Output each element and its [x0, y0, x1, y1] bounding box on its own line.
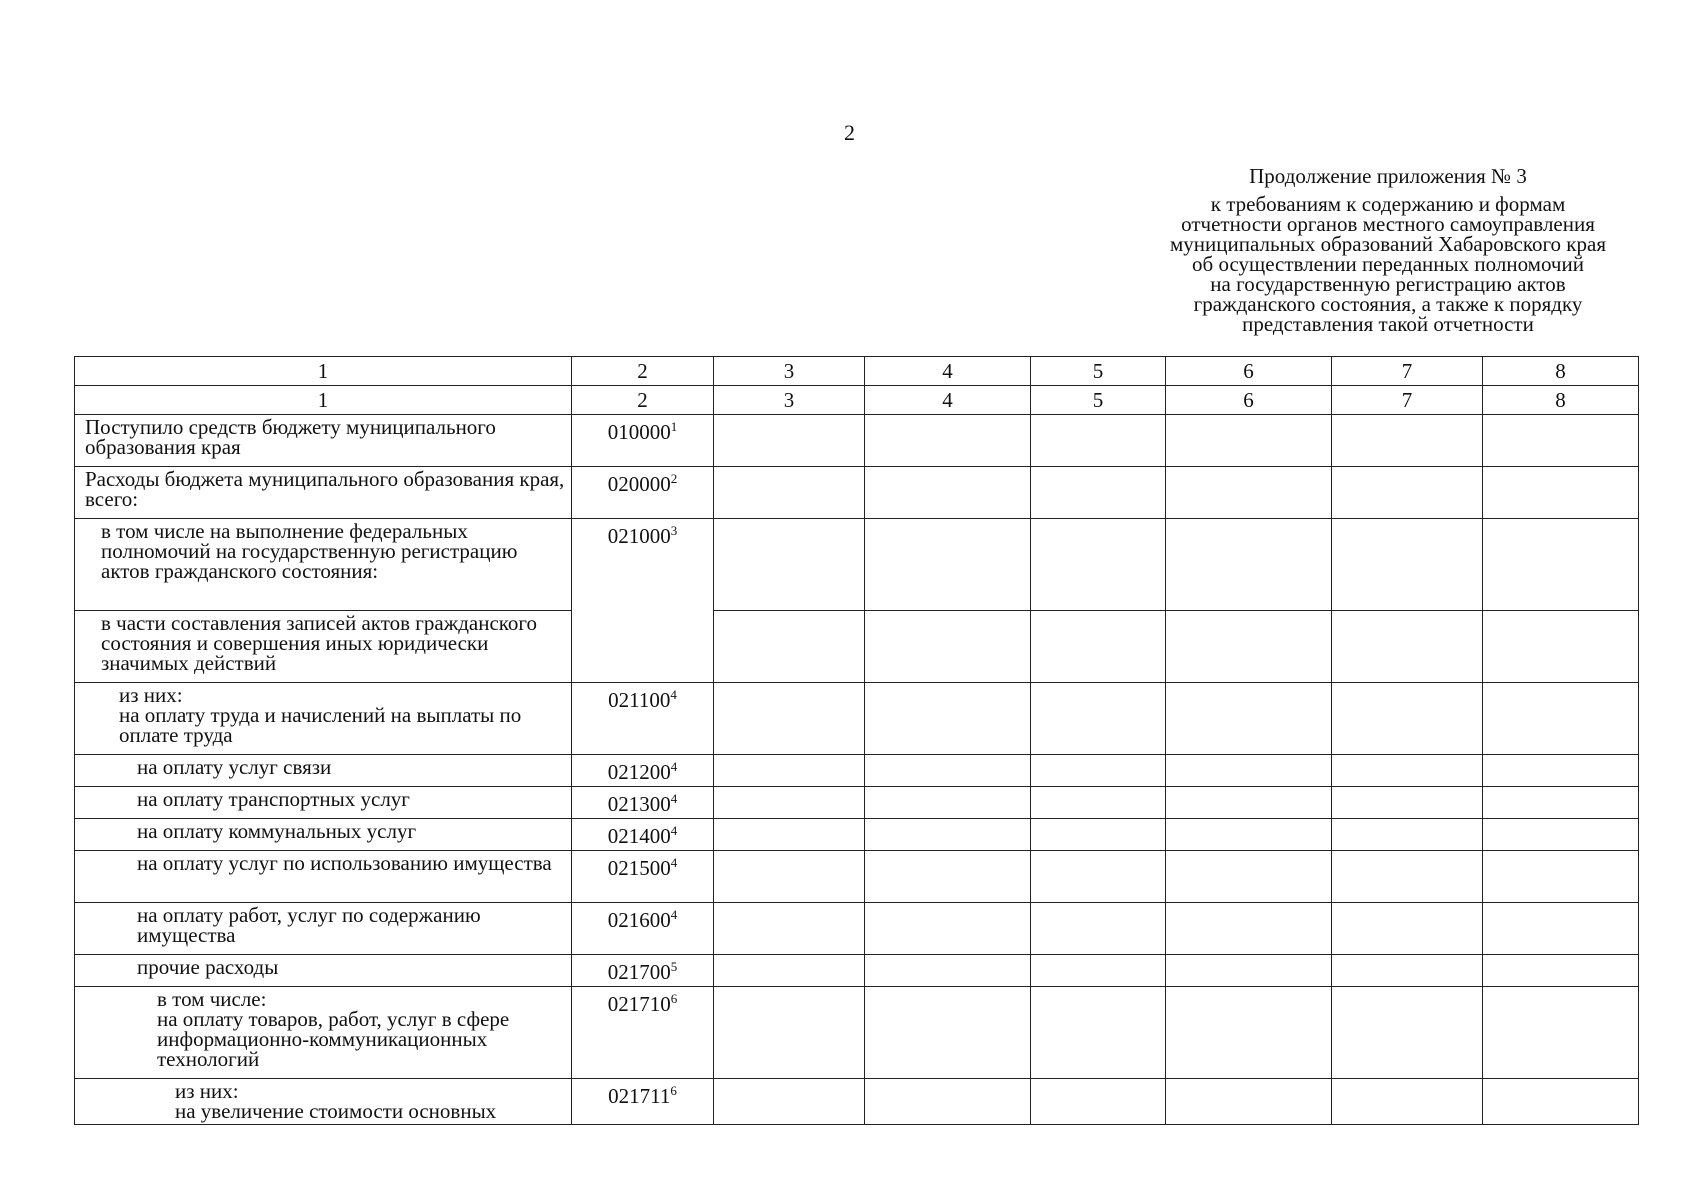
- data-cell: [1332, 467, 1483, 519]
- data-cell: [1332, 611, 1483, 683]
- data-cell: [1332, 683, 1483, 755]
- data-cell: [1332, 955, 1483, 987]
- column-number-cell: 3: [714, 386, 865, 415]
- column-number-cell: 6: [1166, 357, 1332, 386]
- data-cell: [714, 987, 865, 1079]
- data-cell: [714, 851, 865, 903]
- data-cell: [865, 683, 1031, 755]
- table-row: [75, 611, 1639, 683]
- row-code: 021711$^6$: [572, 1079, 714, 1125]
- data-cell: [1031, 903, 1166, 955]
- row-label: на оплату услуг по использованию имущества: [75, 851, 572, 903]
- data-cell: [714, 903, 865, 955]
- data-cell: [714, 415, 865, 467]
- row-code: 020000$^2$: [572, 467, 714, 519]
- row-label-text: на оплату труда и начислений на выплаты по оплате труда: [119, 703, 522, 747]
- table-row: [75, 519, 1639, 611]
- row-label: [75, 1079, 572, 1125]
- data-cell: [1483, 611, 1639, 683]
- data-cell: [1166, 683, 1332, 755]
- column-number-cell: 2: [572, 357, 714, 386]
- row-label: прочие расходы: [75, 955, 572, 987]
- data-cell: [1332, 1079, 1483, 1125]
- data-cell: [714, 787, 865, 819]
- row-label: на оплату транспортных услуг: [75, 787, 572, 819]
- row-code: 021500$^4$: [572, 851, 714, 903]
- row-code: 021200$^4$: [572, 755, 714, 787]
- data-cell: [714, 819, 865, 851]
- column-number-cell: 4: [865, 386, 1031, 415]
- data-cell: [1483, 955, 1639, 987]
- data-cell: [1483, 819, 1639, 851]
- data-cell: [865, 415, 1031, 467]
- data-cell: [1166, 819, 1332, 851]
- data-cell: [865, 819, 1031, 851]
- data-cell: [865, 611, 1031, 683]
- row-label: [75, 683, 572, 755]
- row-label-text: на увеличение стоимости основных: [175, 1099, 497, 1123]
- row-code: 010000$^1$: [572, 415, 714, 467]
- data-cell: [1483, 787, 1639, 819]
- row-code: 021100$^4$: [572, 683, 714, 755]
- data-cell: [1332, 903, 1483, 955]
- data-cell: [1332, 819, 1483, 851]
- table-row: [75, 467, 1639, 519]
- data-cell: [1166, 415, 1332, 467]
- data-cell: [1483, 467, 1639, 519]
- page-number: 2: [844, 120, 855, 145]
- data-cell: [1166, 955, 1332, 987]
- data-cell: [1166, 755, 1332, 787]
- table-row: [75, 755, 1639, 787]
- row-code: 021000$^3$: [572, 519, 714, 683]
- column-number-cell: 1: [75, 357, 572, 386]
- table-row: [75, 903, 1639, 955]
- row-label: в том числе на выполнение федеральных полномочий на государственную регистрацию актов гражданского состояния:: [75, 519, 572, 611]
- row-label: Поступило средств бюджету муниципального образования края: [75, 415, 572, 467]
- appendix-line: гражданского состояния, а также к порядку: [1193, 292, 1583, 316]
- data-cell: [865, 467, 1031, 519]
- row-label-prefix: из них:: [119, 683, 183, 707]
- data-cell: [714, 467, 865, 519]
- data-cell: [1031, 787, 1166, 819]
- column-number-cell: 3: [714, 357, 865, 386]
- data-cell: [1031, 467, 1166, 519]
- appendix-line: на государственную регистрацию актов: [1210, 272, 1566, 296]
- row-label: в части составления записей актов гражданского состояния и совершения иных юридически значимых действий: [75, 611, 572, 683]
- data-cell: [1031, 987, 1166, 1079]
- row-code: 021300$^4$: [572, 787, 714, 819]
- data-cell: [865, 519, 1031, 611]
- data-cell: [1166, 519, 1332, 611]
- data-cell: [1166, 611, 1332, 683]
- table-row: [75, 787, 1639, 819]
- column-number-cell: 5: [1031, 357, 1166, 386]
- column-number-cell: 7: [1332, 386, 1483, 415]
- table-row: [75, 955, 1639, 987]
- data-cell: [1483, 851, 1639, 903]
- data-cell: [714, 611, 865, 683]
- column-number-cell: 7: [1332, 357, 1483, 386]
- table-row: [75, 851, 1639, 903]
- data-cell: [1031, 611, 1166, 683]
- data-cell: [1166, 851, 1332, 903]
- data-cell: [1483, 903, 1639, 955]
- column-number-row: [75, 357, 1639, 386]
- data-cell: [1031, 519, 1166, 611]
- column-number-cell: 5: [1031, 386, 1166, 415]
- row-label: на оплату услуг связи: [75, 755, 572, 787]
- data-cell: [865, 987, 1031, 1079]
- table-row: [75, 1079, 1639, 1125]
- table-row: [75, 415, 1639, 467]
- row-label: [75, 987, 572, 1079]
- data-cell: [1332, 787, 1483, 819]
- column-number-cell: 1: [75, 386, 572, 415]
- row-code: 021600$^4$: [572, 903, 714, 955]
- data-cell: [1332, 755, 1483, 787]
- data-cell: [865, 755, 1031, 787]
- column-number-cell: 4: [865, 357, 1031, 386]
- data-cell: [1483, 519, 1639, 611]
- data-cell: [1332, 987, 1483, 1079]
- appendix-heading: [1128, 166, 1648, 334]
- data-cell: [714, 955, 865, 987]
- data-cell: [865, 955, 1031, 987]
- data-cell: [1332, 519, 1483, 611]
- row-code: 021700$^5$: [572, 955, 714, 987]
- row-label-text: на оплату товаров, работ, услуг в сфере информационно-коммуникационных технологий: [157, 1007, 510, 1071]
- data-cell: [1031, 851, 1166, 903]
- appendix-line: отчетности органов местного самоуправления: [1181, 212, 1595, 236]
- data-cell: [1031, 755, 1166, 787]
- data-cell: [1166, 1079, 1332, 1125]
- data-cell: [1031, 415, 1166, 467]
- data-cell: [865, 903, 1031, 955]
- data-cell: [865, 787, 1031, 819]
- appendix-line: представления такой отчетности: [1242, 312, 1534, 336]
- data-cell: [1483, 755, 1639, 787]
- data-cell: [1483, 987, 1639, 1079]
- data-cell: [1166, 987, 1332, 1079]
- table-row: [75, 987, 1639, 1079]
- column-number-cell: 6: [1166, 386, 1332, 415]
- row-code: 021400$^4$: [572, 819, 714, 851]
- data-cell: [1166, 903, 1332, 955]
- data-cell: [1031, 955, 1166, 987]
- data-cell: [865, 1079, 1031, 1125]
- column-number-row: [75, 386, 1639, 415]
- data-cell: [1031, 683, 1166, 755]
- data-cell: [714, 519, 865, 611]
- data-cell: [714, 683, 865, 755]
- table-row: [75, 819, 1639, 851]
- data-cell: [1166, 787, 1332, 819]
- row-label: на оплату работ, услуг по содержанию имущества: [75, 903, 572, 955]
- appendix-line: муниципальных образований Хабаровского края: [1169, 232, 1606, 256]
- appendix-line: к требованиям к содержанию и формам: [1210, 192, 1566, 216]
- data-cell: [1332, 851, 1483, 903]
- data-cell: [714, 755, 865, 787]
- appendix-title: Продолжение приложения № 3: [1249, 164, 1527, 188]
- row-label-prefix: из них:: [175, 1079, 239, 1103]
- data-cell: [1031, 1079, 1166, 1125]
- table-row: [75, 683, 1639, 755]
- appendix-line: об осуществлении переданных полномочий: [1192, 252, 1584, 276]
- data-cell: [1031, 819, 1166, 851]
- column-number-cell: 2: [572, 386, 714, 415]
- data-cell: [865, 851, 1031, 903]
- row-label-prefix: в том числе:: [157, 987, 267, 1011]
- row-label: Расходы бюджета муниципального образования края, всего:: [75, 467, 572, 519]
- column-number-cell: 8: [1483, 386, 1639, 415]
- data-cell: [1483, 415, 1639, 467]
- report-table: [74, 356, 1639, 1125]
- data-cell: [1483, 683, 1639, 755]
- data-cell: [714, 1079, 865, 1125]
- data-cell: [1332, 415, 1483, 467]
- column-number-cell: 8: [1483, 357, 1639, 386]
- data-cell: [1483, 1079, 1639, 1125]
- data-cell: [1166, 467, 1332, 519]
- row-label: на оплату коммунальных услуг: [75, 819, 572, 851]
- row-code: 021710$^6$: [572, 987, 714, 1079]
